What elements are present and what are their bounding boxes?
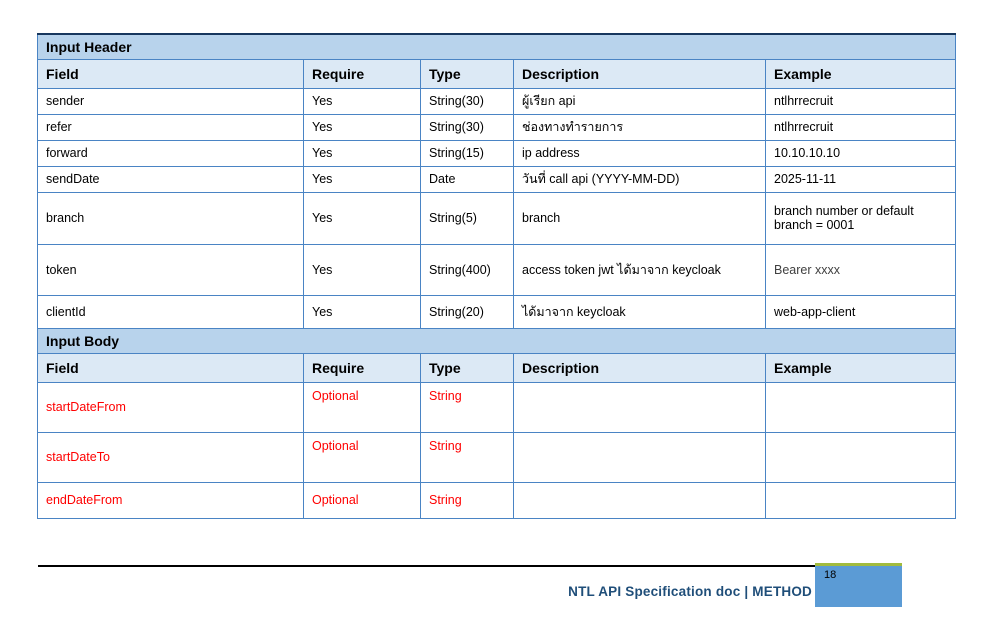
- table-row: [38, 166, 956, 192]
- table-row: [38, 88, 956, 114]
- cell-type: String: [421, 432, 514, 482]
- table-row: [38, 432, 956, 482]
- cell-description: ผู้เรียก api: [514, 88, 766, 114]
- cell-description: ช่องทางทำรายการ: [514, 114, 766, 140]
- cell-type: String(30): [421, 114, 514, 140]
- column-header-row: [38, 59, 956, 88]
- api-spec-table: [37, 33, 956, 519]
- cell-field: endDateFrom: [38, 482, 304, 518]
- cell-description: วันที่ call api (YYYY-MM-DD): [514, 166, 766, 192]
- cell-type: String: [421, 382, 514, 432]
- cell-example: Bearer xxxx: [766, 244, 956, 295]
- column-header-require: Require: [304, 353, 421, 382]
- table-row: [38, 114, 956, 140]
- cell-example: ntlhrrecruit: [766, 114, 956, 140]
- column-header-type: Type: [421, 353, 514, 382]
- cell-type: Date: [421, 166, 514, 192]
- cell-description: [514, 382, 766, 432]
- cell-require: Yes: [304, 140, 421, 166]
- cell-example: web-app-client: [766, 295, 956, 328]
- cell-description: [514, 432, 766, 482]
- section-band-input-header: [38, 34, 956, 59]
- cell-example: branch number or default branch = 0001: [766, 192, 956, 244]
- cell-field: branch: [38, 192, 304, 244]
- cell-description: access token jwt ได้มาจาก keycloak: [514, 244, 766, 295]
- cell-field: refer: [38, 114, 304, 140]
- cell-type: String(20): [421, 295, 514, 328]
- cell-type: String(400): [421, 244, 514, 295]
- section-band-input-body: [38, 328, 956, 353]
- table-row: [38, 482, 956, 518]
- column-header-example: Example: [766, 353, 956, 382]
- cell-type: String(5): [421, 192, 514, 244]
- cell-example: [766, 382, 956, 432]
- cell-description: branch: [514, 192, 766, 244]
- section-title: Input Body: [38, 328, 956, 353]
- cell-example: 2025-11-11: [766, 166, 956, 192]
- table-row: [38, 244, 956, 295]
- cell-example: ntlhrrecruit: [766, 88, 956, 114]
- footer-doc-title: NTL API Specification doc | METHOD: [568, 584, 812, 599]
- cell-description: ip address: [514, 140, 766, 166]
- cell-type: String(30): [421, 88, 514, 114]
- table-row: [38, 295, 956, 328]
- column-header-example: Example: [766, 59, 956, 88]
- cell-field: startDateTo: [38, 432, 304, 482]
- cell-field: sender: [38, 88, 304, 114]
- cell-field: startDateFrom: [38, 382, 304, 432]
- cell-require: Yes: [304, 114, 421, 140]
- footer-divider: [38, 565, 815, 567]
- table-row: [38, 140, 956, 166]
- cell-require: Optional: [304, 382, 421, 432]
- section-title: Input Header: [38, 34, 956, 59]
- column-header-field: Field: [38, 353, 304, 382]
- cell-description: ได้มาจาก keycloak: [514, 295, 766, 328]
- cell-type: String(15): [421, 140, 514, 166]
- cell-field: token: [38, 244, 304, 295]
- cell-type: String: [421, 482, 514, 518]
- cell-require: Optional: [304, 432, 421, 482]
- page-number-box: [815, 563, 902, 607]
- cell-require: Yes: [304, 88, 421, 114]
- column-header-require: Require: [304, 59, 421, 88]
- cell-require: Optional: [304, 482, 421, 518]
- table-row: [38, 192, 956, 244]
- cell-example: [766, 432, 956, 482]
- cell-require: Yes: [304, 192, 421, 244]
- column-header-field: Field: [38, 59, 304, 88]
- cell-description: [514, 482, 766, 518]
- cell-field: clientId: [38, 295, 304, 328]
- cell-example: [766, 482, 956, 518]
- cell-field: sendDate: [38, 166, 304, 192]
- column-header-type: Type: [421, 59, 514, 88]
- cell-require: Yes: [304, 244, 421, 295]
- cell-example: 10.10.10.10: [766, 140, 956, 166]
- column-header-description: Description: [514, 59, 766, 88]
- table-row: [38, 382, 956, 432]
- page-number: 18: [824, 569, 837, 581]
- column-header-description: Description: [514, 353, 766, 382]
- cell-field: forward: [38, 140, 304, 166]
- cell-require: Yes: [304, 166, 421, 192]
- cell-require: Yes: [304, 295, 421, 328]
- column-header-row: [38, 353, 956, 382]
